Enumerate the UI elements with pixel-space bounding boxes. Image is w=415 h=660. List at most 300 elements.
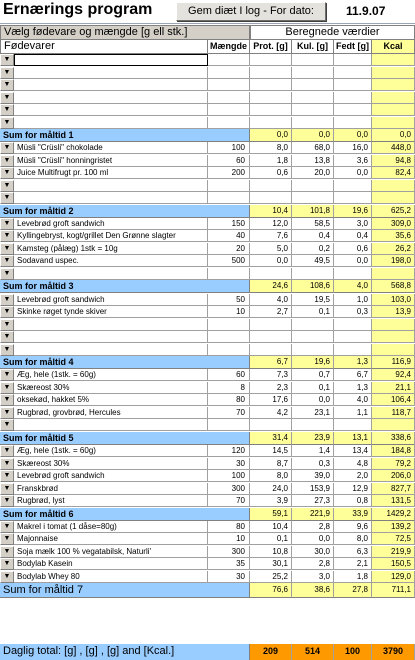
carbs-cell: 20,0	[292, 167, 334, 179]
carbs-cell	[292, 54, 334, 66]
fat-cell	[334, 54, 372, 66]
kcal-cell	[372, 180, 415, 192]
quantity-cell[interactable]: 300	[208, 546, 250, 558]
meal-sum-label: Sum for måltid 1	[0, 129, 250, 142]
log-date[interactable]: 11.9.07	[346, 4, 386, 18]
carbs-cell: 0,7	[292, 369, 334, 381]
meal-sum-row	[0, 129, 415, 142]
kcal-cell: 26,2	[372, 243, 415, 255]
food-name-cell[interactable]	[14, 54, 208, 66]
quantity-cell[interactable]	[208, 104, 250, 116]
quantity-cell[interactable]	[208, 67, 250, 79]
protein-cell: 8,0	[250, 142, 292, 154]
fat-cell: 9,6	[334, 521, 372, 533]
meal-sum-row	[0, 280, 415, 293]
fat-cell: 1,8	[334, 571, 372, 583]
carbs-cell: 13,8	[292, 155, 334, 167]
quantity-cell[interactable]	[208, 180, 250, 192]
kcal-cell: 309,0	[372, 218, 415, 230]
dropdown-arrow-icon[interactable]: ▼	[0, 521, 14, 533]
carbs-cell	[292, 192, 334, 204]
protein-cell: 24,0	[250, 483, 292, 495]
carbs-cell: 0,2	[292, 243, 334, 255]
meal7-sum-prot: 76,6	[250, 583, 292, 598]
fat-cell: 4,0	[334, 394, 372, 406]
dropdown-arrow-icon[interactable]: ▼	[0, 155, 14, 167]
food-name-cell[interactable]	[14, 104, 208, 116]
meal7-sum-row	[0, 583, 415, 598]
meal-sum-kcal: 0,0	[372, 129, 415, 142]
quantity-cell[interactable]: 500	[208, 255, 250, 267]
food-name-cell[interactable]: Majonnaise	[14, 533, 208, 545]
quantity-cell[interactable]	[208, 331, 250, 343]
kcal-cell: 219,9	[372, 546, 415, 558]
protein-cell: 14,5	[250, 445, 292, 457]
daily-total-row	[0, 644, 415, 660]
food-name-cell[interactable]	[14, 92, 208, 104]
protein-cell: 8,0	[250, 470, 292, 482]
quantity-cell[interactable]	[208, 54, 250, 66]
food-name-cell[interactable]	[14, 319, 208, 331]
protein-cell: 0,0	[250, 255, 292, 267]
protein-cell	[250, 268, 292, 280]
kcal-cell: 79,2	[372, 458, 415, 470]
fat-cell	[334, 344, 372, 356]
fat-cell: 1,0	[334, 294, 372, 306]
quantity-cell[interactable]: 150	[208, 218, 250, 230]
table-row	[0, 230, 415, 242]
meal-sum-kcal: 116,9	[372, 356, 415, 369]
meal-sum-kcal: 1429,2	[372, 508, 415, 521]
dropdown-arrow-icon[interactable]: ▼	[0, 243, 14, 255]
dropdown-arrow-icon[interactable]: ▼	[0, 79, 14, 91]
quantity-cell[interactable]: 80	[208, 394, 250, 406]
carbs-cell: 153,9	[292, 483, 334, 495]
quantity-cell[interactable]: 100	[208, 142, 250, 154]
table-row	[0, 483, 415, 495]
dropdown-arrow-icon[interactable]: ▼	[0, 470, 14, 482]
calculated-values-label: Beregnede værdier	[250, 25, 415, 40]
table-row	[0, 533, 415, 545]
food-name-cell[interactable]: Rugbrød, lyst	[14, 495, 208, 507]
food-name-cell[interactable]: Levebrød groft sandwich	[14, 218, 208, 230]
quantity-cell[interactable]	[208, 268, 250, 280]
protein-cell: 0,1	[250, 533, 292, 545]
quantity-cell[interactable]: 200	[208, 167, 250, 179]
meal-sum-kcal: 338,6	[372, 432, 415, 445]
dropdown-arrow-icon[interactable]: ▼	[0, 218, 14, 230]
meal-sum-kcal: 568,8	[372, 280, 415, 293]
food-name-cell[interactable]: Soja mælk 100 % vegatabilsk, Naturli'	[14, 546, 208, 558]
carbs-cell: 23,1	[292, 407, 334, 419]
quantity-cell[interactable]: 10	[208, 533, 250, 545]
dropdown-arrow-icon[interactable]: ▼	[0, 117, 14, 129]
fat-cell: 2,1	[334, 558, 372, 570]
fat-cell: 3,6	[334, 155, 372, 167]
fat-cell	[334, 180, 372, 192]
quantity-cell[interactable]: 40	[208, 230, 250, 242]
meal-sum-label: Sum for måltid 3	[0, 280, 250, 293]
quantity-cell[interactable]: 300	[208, 483, 250, 495]
carbs-cell: 3,0	[292, 571, 334, 583]
food-name-cell[interactable]	[14, 344, 208, 356]
kcal-cell	[372, 268, 415, 280]
table-row	[0, 243, 415, 255]
col-food: Fødevarer	[0, 40, 208, 54]
meal-sum-prot: 0,0	[250, 129, 292, 142]
kcal-cell	[372, 104, 415, 116]
meal-sum-row	[0, 508, 415, 521]
dropdown-arrow-icon[interactable]: ▼	[0, 230, 14, 242]
protein-cell: 2,7	[250, 306, 292, 318]
food-name-cell[interactable]: Æg, hele (1stk. = 60g)	[14, 445, 208, 457]
meal-sum-label: Sum for måltid 6	[0, 508, 250, 521]
column-header-row	[0, 40, 415, 54]
quantity-cell[interactable]	[208, 79, 250, 91]
meal-sum-fedt: 1,3	[334, 356, 372, 369]
dropdown-arrow-icon[interactable]: ▼	[0, 394, 14, 406]
food-name-cell[interactable]: Kamsteg (pålæg) 1stk = 10g	[14, 243, 208, 255]
protein-cell	[250, 92, 292, 104]
food-name-cell[interactable]: Levebrød groft sandwich	[14, 294, 208, 306]
meal-sum-prot: 31,4	[250, 432, 292, 445]
meal-sum-kul: 19,6	[292, 356, 334, 369]
food-name-cell[interactable]: Bodylab Kasein	[14, 558, 208, 570]
dropdown-arrow-icon[interactable]: ▼	[0, 571, 14, 583]
carbs-cell: 39,0	[292, 470, 334, 482]
protein-cell	[250, 331, 292, 343]
fat-cell	[334, 92, 372, 104]
fat-cell	[334, 104, 372, 116]
fat-cell	[334, 331, 372, 343]
table-row	[0, 495, 415, 507]
dropdown-arrow-icon[interactable]: ▼	[0, 104, 14, 116]
daily-total-fedt: 100	[334, 644, 372, 660]
food-name-cell[interactable]	[14, 67, 208, 79]
kcal-cell	[372, 54, 415, 66]
fat-cell: 4,8	[334, 458, 372, 470]
dropdown-arrow-icon[interactable]: ▼	[0, 495, 14, 507]
food-name-cell[interactable]: Rugbrød, grovbrød, Hercules	[14, 407, 208, 419]
protein-cell: 0,6	[250, 167, 292, 179]
daily-total-kul: 514	[292, 644, 334, 660]
fat-cell	[334, 419, 372, 431]
kcal-cell: 92,4	[372, 369, 415, 381]
col-qty: Mængde	[208, 40, 250, 54]
fat-cell	[334, 67, 372, 79]
table-row	[0, 546, 415, 558]
quantity-cell[interactable]	[208, 117, 250, 129]
table-row	[0, 319, 415, 331]
food-name-cell[interactable]: Æg, hele (1stk. = 60g)	[14, 369, 208, 381]
kcal-cell: 94,8	[372, 155, 415, 167]
dropdown-arrow-icon[interactable]: ▼	[0, 294, 14, 306]
quantity-cell[interactable]: 60	[208, 369, 250, 381]
food-name-cell[interactable]: Franskbrød	[14, 483, 208, 495]
carbs-cell	[292, 117, 334, 129]
meal-sum-prot: 10,4	[250, 205, 292, 218]
food-name-cell[interactable]	[14, 192, 208, 204]
carbs-cell: 68,0	[292, 142, 334, 154]
table-row	[0, 558, 415, 570]
food-name-cell[interactable]: Sodavand uspec.	[14, 255, 208, 267]
carbs-cell: 27,3	[292, 495, 334, 507]
header-bar	[0, 0, 415, 24]
quantity-cell[interactable]	[208, 192, 250, 204]
dropdown-arrow-icon[interactable]: ▼	[0, 331, 14, 343]
protein-cell: 7,6	[250, 230, 292, 242]
daily-total-prot: 209	[250, 644, 292, 660]
kcal-cell: 139,2	[372, 521, 415, 533]
dropdown-arrow-icon[interactable]: ▼	[0, 192, 14, 204]
food-name-cell[interactable]	[14, 419, 208, 431]
protein-cell: 4,0	[250, 294, 292, 306]
quantity-cell[interactable]: 35	[208, 558, 250, 570]
carbs-cell	[292, 344, 334, 356]
kcal-cell: 184,8	[372, 445, 415, 457]
kcal-cell: 206,0	[372, 470, 415, 482]
kcal-cell: 21,1	[372, 382, 415, 394]
quantity-cell[interactable]: 60	[208, 155, 250, 167]
carbs-cell: 0,1	[292, 382, 334, 394]
meal-sum-fedt: 19,6	[334, 205, 372, 218]
food-name-cell[interactable]: Skinke røget tynde skiver	[14, 306, 208, 318]
kcal-cell: 82,4	[372, 167, 415, 179]
quantity-cell[interactable]: 70	[208, 495, 250, 507]
fat-cell: 0,0	[334, 167, 372, 179]
carbs-cell: 49,5	[292, 255, 334, 267]
meal-sum-kcal: 625,2	[372, 205, 415, 218]
kcal-cell	[372, 79, 415, 91]
kcal-cell: 150,5	[372, 558, 415, 570]
kcal-cell	[372, 92, 415, 104]
table-row	[0, 394, 415, 406]
quantity-cell[interactable]: 80	[208, 521, 250, 533]
carbs-cell: 19,5	[292, 294, 334, 306]
meal-sum-label: Sum for måltid 5	[0, 432, 250, 445]
table-row	[0, 331, 415, 343]
dropdown-arrow-icon[interactable]: ▼	[0, 344, 14, 356]
quantity-cell[interactable]	[208, 419, 250, 431]
food-name-cell[interactable]: Skæreost 30%	[14, 382, 208, 394]
dropdown-arrow-icon[interactable]: ▼	[0, 558, 14, 570]
fat-cell: 0,3	[334, 306, 372, 318]
meal7-sum-kul: 38,6	[292, 583, 334, 598]
fat-cell: 0,0	[334, 255, 372, 267]
food-name-cell[interactable]: Levebrød groft sandwich	[14, 470, 208, 482]
carbs-cell: 2,8	[292, 521, 334, 533]
table-row	[0, 521, 415, 533]
dropdown-arrow-icon[interactable]: ▼	[0, 167, 14, 179]
fat-cell	[334, 117, 372, 129]
table-row	[0, 92, 415, 104]
meal-sum-fedt: 13,1	[334, 432, 372, 445]
fat-cell	[334, 268, 372, 280]
meal-sum-kul: 0,0	[292, 129, 334, 142]
table-row	[0, 79, 415, 91]
fat-cell	[334, 319, 372, 331]
dropdown-arrow-icon[interactable]: ▼	[0, 533, 14, 545]
protein-cell	[250, 180, 292, 192]
quantity-cell[interactable]: 70	[208, 407, 250, 419]
meal-sum-label: Sum for måltid 2	[0, 205, 250, 218]
protein-cell: 3,9	[250, 495, 292, 507]
kcal-cell: 13,9	[372, 306, 415, 318]
protein-cell: 4,2	[250, 407, 292, 419]
meal-sum-row	[0, 356, 415, 369]
fat-cell: 0,8	[334, 495, 372, 507]
fat-cell: 12,9	[334, 483, 372, 495]
fat-cell: 0,6	[334, 243, 372, 255]
protein-cell: 10,8	[250, 546, 292, 558]
carbs-cell: 0,1	[292, 306, 334, 318]
protein-cell	[250, 104, 292, 116]
food-name-cell[interactable]: Skæreost 30%	[14, 458, 208, 470]
carbs-cell: 30,0	[292, 546, 334, 558]
protein-cell: 5,0	[250, 243, 292, 255]
kcal-cell	[372, 192, 415, 204]
meal-sum-kul: 221,9	[292, 508, 334, 521]
food-name-cell[interactable]	[14, 180, 208, 192]
table-row	[0, 344, 415, 356]
meal7-sum-label: Sum for måltid 7	[0, 583, 250, 598]
fat-cell: 13,4	[334, 445, 372, 457]
meal-sum-fedt: 4,0	[334, 280, 372, 293]
app-title: Ernærings program	[3, 1, 153, 18]
dropdown-arrow-icon[interactable]: ▼	[0, 483, 14, 495]
kcal-cell: 129,0	[372, 571, 415, 583]
dropdown-arrow-icon[interactable]: ▼	[0, 142, 14, 154]
dropdown-arrow-icon[interactable]: ▼	[0, 92, 14, 104]
protein-cell: 25,2	[250, 571, 292, 583]
carbs-cell: 2,8	[292, 558, 334, 570]
choose-food-label: Vælg fødevare og mængde [g ell stk.]	[0, 25, 250, 40]
quantity-cell[interactable]: 100	[208, 470, 250, 482]
quantity-cell[interactable]: 20	[208, 243, 250, 255]
food-name-cell[interactable]: Müsli "Crüsli" honningristet	[14, 155, 208, 167]
col-kcal: Kcal	[372, 40, 415, 54]
meal-sum-prot: 6,7	[250, 356, 292, 369]
food-name-cell[interactable]: Kyllingebryst, kogt/grillet Den Grønne slagter	[14, 230, 208, 242]
food-name-cell[interactable]: Müsli "Crüsli" chokolade	[14, 142, 208, 154]
table-row	[0, 167, 415, 179]
dropdown-arrow-icon[interactable]: ▼	[0, 407, 14, 419]
table-row	[0, 54, 415, 66]
quantity-cell[interactable]: 30	[208, 571, 250, 583]
daily-total-label: Daglig total: [g] , [g] , [g] and [Kcal.]	[0, 644, 250, 660]
kcal-cell	[372, 117, 415, 129]
kcal-cell: 106,4	[372, 394, 415, 406]
save-diet-log-button[interactable]: Gem diæt I log - For dato:	[176, 2, 326, 21]
dropdown-arrow-icon[interactable]: ▼	[0, 54, 14, 66]
quantity-cell[interactable]: 50	[208, 294, 250, 306]
kcal-cell	[372, 344, 415, 356]
dropdown-arrow-icon[interactable]: ▼	[0, 319, 14, 331]
food-name-cell[interactable]	[14, 268, 208, 280]
table-row	[0, 458, 415, 470]
fat-cell: 1,3	[334, 382, 372, 394]
dropdown-arrow-icon[interactable]: ▼	[0, 369, 14, 381]
dropdown-arrow-icon[interactable]: ▼	[0, 382, 14, 394]
carbs-cell: 0,0	[292, 533, 334, 545]
meal-sum-row	[0, 205, 415, 218]
quantity-cell[interactable]: 10	[208, 306, 250, 318]
col-fedt: Fedt [g]	[334, 40, 372, 54]
kcal-cell	[372, 419, 415, 431]
dropdown-arrow-icon[interactable]: ▼	[0, 546, 14, 558]
protein-cell	[250, 67, 292, 79]
fat-cell: 6,3	[334, 546, 372, 558]
table-row	[0, 470, 415, 482]
table-row	[0, 571, 415, 583]
dropdown-arrow-icon[interactable]: ▼	[0, 67, 14, 79]
meal-sum-label: Sum for måltid 4	[0, 356, 250, 369]
carbs-cell: 0,4	[292, 230, 334, 242]
table-row	[0, 67, 415, 79]
meal-sum-kul: 108,6	[292, 280, 334, 293]
quantity-cell[interactable]: 8	[208, 382, 250, 394]
kcal-cell: 72,5	[372, 533, 415, 545]
table-row	[0, 104, 415, 116]
dropdown-arrow-icon[interactable]: ▼	[0, 419, 14, 431]
protein-cell	[250, 54, 292, 66]
food-name-cell[interactable]	[14, 79, 208, 91]
carbs-cell: 1,4	[292, 445, 334, 457]
quantity-cell[interactable]	[208, 92, 250, 104]
kcal-cell: 131,5	[372, 495, 415, 507]
protein-cell	[250, 319, 292, 331]
dropdown-arrow-icon[interactable]: ▼	[0, 268, 14, 280]
food-name-cell[interactable]: Juice Multifrugt pr. 100 ml	[14, 167, 208, 179]
meal-sum-fedt: 0,0	[334, 129, 372, 142]
food-name-cell[interactable]	[14, 331, 208, 343]
food-name-cell[interactable]	[14, 117, 208, 129]
food-name-cell[interactable]: Bodylab Whey 80	[14, 571, 208, 583]
fat-cell: 2,0	[334, 470, 372, 482]
carbs-cell	[292, 79, 334, 91]
quantity-cell[interactable]: 30	[208, 458, 250, 470]
protein-cell: 17,6	[250, 394, 292, 406]
table-row	[0, 142, 415, 154]
protein-cell	[250, 419, 292, 431]
dropdown-arrow-icon[interactable]: ▼	[0, 445, 14, 457]
carbs-cell	[292, 319, 334, 331]
dropdown-arrow-icon[interactable]: ▼	[0, 458, 14, 470]
dropdown-arrow-icon[interactable]: ▼	[0, 180, 14, 192]
quantity-cell[interactable]: 120	[208, 445, 250, 457]
food-name-cell[interactable]: oksekød, hakket 5%	[14, 394, 208, 406]
carbs-cell	[292, 92, 334, 104]
table-row	[0, 369, 415, 381]
daily-total-kcal: 3790	[372, 644, 415, 660]
table-row	[0, 180, 415, 192]
dropdown-arrow-icon[interactable]: ▼	[0, 306, 14, 318]
quantity-cell[interactable]	[208, 319, 250, 331]
table-row	[0, 268, 415, 280]
meal7-sum-kcal: 711,1	[372, 583, 415, 598]
carbs-cell	[292, 419, 334, 431]
food-name-cell[interactable]: Makrel i tomat (1 dåse=80g)	[14, 521, 208, 533]
carbs-cell	[292, 331, 334, 343]
dropdown-arrow-icon[interactable]: ▼	[0, 255, 14, 267]
protein-cell	[250, 117, 292, 129]
quantity-cell[interactable]	[208, 344, 250, 356]
fat-cell: 3,0	[334, 218, 372, 230]
meal-sum-row	[0, 432, 415, 445]
protein-cell: 1,8	[250, 155, 292, 167]
col-kul: Kul. [g]	[292, 40, 334, 54]
kcal-cell: 198,0	[372, 255, 415, 267]
